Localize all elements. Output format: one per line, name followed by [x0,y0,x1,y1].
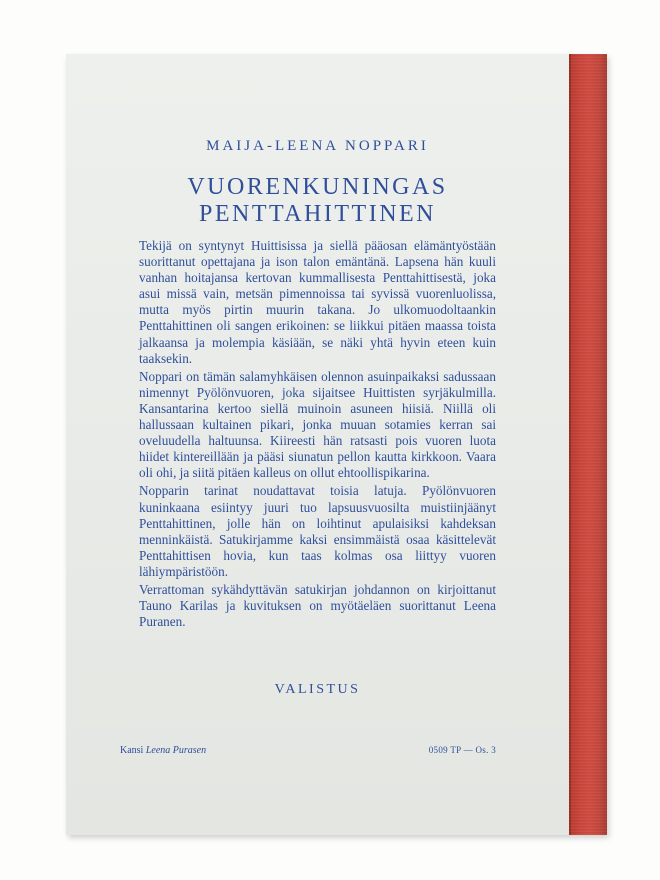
title-line-2: PENTTAHITTINEN [198,201,437,227]
author-name: MAIJA-LEENA NOPPARI [206,138,429,154]
publisher-name: VALISTUS [274,682,361,697]
catalog-code: 0509 TP — Os. 3 [428,745,496,755]
cover-credit-name: Leena Purasen [145,745,207,756]
cover-credit [120,745,206,756]
book-spine [569,54,607,835]
spine-texture [569,54,607,835]
blurb-paragraph: Noppari on tämän salamyhkäisen olennon asuinpaikaksi sadussaan nimennyt Pyölönvuoren, joka sijaitsee Huittisten syrjäkulmilla. Kansantarina kertoo siellä muinoin asuneen hiisiä. Niillä oli hallussaan kultainen pikari, jonka muuan sotamies kerran sai oveluudella haltuunsa. Kiireesti hän ratsasti pois vuoren luota hiidet kintereillään ja pääsi siunatun pellon kautta kirkkoon. Vaara oli ohi, ja siitä pitäen kalleus on ollut ehtoollispikarina. [139,368,496,481]
blurb-paragraph: Nopparin tarinat noudattavat toisia latuja. Pyölönvuoren kuninkaana esiintyy juuri tuo lapsuusvuosilta muistiinjäänyt Penttahittinen, jolle hän on loihtinut apulaisiksi kahdeksan menninkäistä. Satukirjamme kaksi ensimmäistä osaa käsittelevät Penttahittisen hovia, kun taas kolmas osa liittyy vuoren lähiympäristöön. [139,483,496,579]
cover-panel [66,54,569,835]
book-title [66,174,569,228]
cover-credit-prefix: Kansi [120,745,144,756]
book-back-cover [66,54,607,835]
blurb-text [139,238,496,632]
blurb-paragraph: Tekijä on syntynyt Huittisissa ja siellä pääosan elämäntyöstään suorittanut opettajana ja ison talon emäntänä. Lapsena hän kuuli vanhan hoitajansa kertovan kummallisesta Penttahittisestä, joka asui missä vain, metsän pimennoissa tai syvissä vuorenluolissa, mutta myös pirtin muurin takana. Jo ulkomuodoltaankin Penttahittinen oli sangen erikoinen: se liikkui pitäen maassa toista jalkaansa ja molempia käsiään, se näki yhtä hyvin eteen kuin taaksekin. [139,238,496,366]
title-line-1: VUORENKUNINGAS [187,174,448,200]
blurb-paragraph: Verrattoman sykähdyttävän satukirjan johdannon on kirjoittanut Tauno Karilas ja kuvituksen on myötäeläen suorittanut Leena Puranen. [139,581,496,630]
